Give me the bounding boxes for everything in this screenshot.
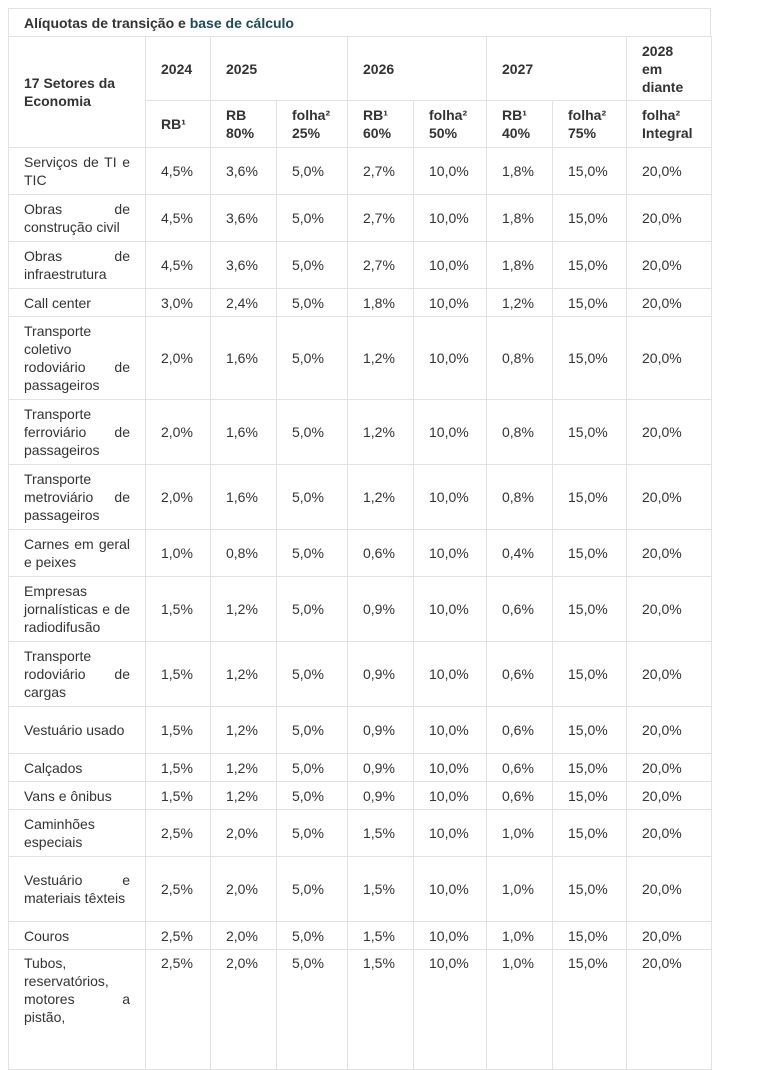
- year-header-2028: 2028 em diante: [627, 37, 712, 101]
- rate-cell: 5,0%: [277, 922, 348, 950]
- rate-cell: 20,0%: [627, 642, 712, 707]
- table-row: [9, 242, 712, 289]
- rate-cell: 1,5%: [348, 922, 414, 950]
- rate-cell: 20,0%: [627, 242, 712, 289]
- rate-cell: 0,6%: [487, 754, 553, 782]
- rate-cell: 0,6%: [487, 642, 553, 707]
- rate-cell: 1,5%: [146, 782, 211, 810]
- sector-name: Transporte coletivo rodoviário de passageiros: [9, 317, 146, 400]
- table-caption: [8, 8, 711, 36]
- sector-name: Transporte rodoviário de cargas: [9, 642, 146, 707]
- sector-name: Couros: [9, 922, 146, 950]
- rate-cell: 5,0%: [277, 642, 348, 707]
- rate-cell: 20,0%: [627, 400, 712, 465]
- rate-cell: 5,0%: [277, 195, 348, 242]
- rate-cell: 0,6%: [348, 530, 414, 577]
- rate-cell: 4,5%: [146, 242, 211, 289]
- rate-cell: 2,0%: [211, 857, 277, 922]
- rate-cell: 10,0%: [414, 289, 487, 317]
- sector-name: Transporte metroviário de passageiros: [9, 465, 146, 530]
- rate-cell: 20,0%: [627, 782, 712, 810]
- rate-cell: 5,0%: [277, 810, 348, 857]
- rate-cell: 1,5%: [348, 950, 414, 1070]
- rate-cell: 1,0%: [146, 530, 211, 577]
- rate-cell: 15,0%: [553, 782, 627, 810]
- rate-cell: 0,6%: [487, 782, 553, 810]
- table-row: [9, 400, 712, 465]
- rate-cell: 15,0%: [553, 242, 627, 289]
- rate-cell: 20,0%: [627, 317, 712, 400]
- sub-header: folha² 25%: [277, 101, 348, 148]
- rate-cell: 1,8%: [487, 195, 553, 242]
- table-row: [9, 754, 712, 782]
- rate-cell: 15,0%: [553, 577, 627, 642]
- rate-cell: 1,6%: [211, 465, 277, 530]
- rate-cell: 1,2%: [211, 707, 277, 754]
- rate-cell: 2,0%: [146, 400, 211, 465]
- sector-name: Caminhões especiais: [9, 810, 146, 857]
- rate-cell: 1,5%: [348, 810, 414, 857]
- rate-cell: 10,0%: [414, 400, 487, 465]
- rate-cell: 0,6%: [487, 707, 553, 754]
- rate-cell: 3,6%: [211, 242, 277, 289]
- rate-cell: 15,0%: [553, 950, 627, 1070]
- sub-header: folha² Integral: [627, 101, 712, 148]
- rate-cell: 1,2%: [348, 317, 414, 400]
- rate-cell: 10,0%: [414, 465, 487, 530]
- rate-cell: 15,0%: [553, 754, 627, 782]
- rate-cell: 3,6%: [211, 148, 277, 195]
- rate-cell: 0,6%: [487, 577, 553, 642]
- table-row: [9, 530, 712, 577]
- rate-cell: 10,0%: [414, 950, 487, 1070]
- rate-cell: 20,0%: [627, 810, 712, 857]
- rate-cell: 5,0%: [277, 400, 348, 465]
- rate-cell: 15,0%: [553, 642, 627, 707]
- rate-cell: 3,0%: [146, 289, 211, 317]
- rate-cell: 4,5%: [146, 195, 211, 242]
- sector-name: Obras de construção civil: [9, 195, 146, 242]
- rate-cell: 10,0%: [414, 642, 487, 707]
- rate-cell: 1,2%: [211, 782, 277, 810]
- table-row: [9, 148, 712, 195]
- rates-document: [8, 8, 711, 1070]
- rate-cell: 1,2%: [348, 400, 414, 465]
- table-row: [9, 642, 712, 707]
- sector-name: Vestuário e materiais têxteis: [9, 857, 146, 922]
- rate-cell: 5,0%: [277, 317, 348, 400]
- rate-cell: 1,8%: [487, 148, 553, 195]
- rate-cell: 1,5%: [348, 857, 414, 922]
- rate-cell: 15,0%: [553, 148, 627, 195]
- rate-cell: 4,5%: [146, 148, 211, 195]
- table-row: [9, 195, 712, 242]
- sector-name: Transporte ferroviário de passageiros: [9, 400, 146, 465]
- table-row: [9, 857, 712, 922]
- rate-cell: 15,0%: [553, 465, 627, 530]
- rate-cell: 2,5%: [146, 922, 211, 950]
- rate-cell: 10,0%: [414, 707, 487, 754]
- rate-cell: 10,0%: [414, 577, 487, 642]
- rate-cell: 1,2%: [487, 289, 553, 317]
- sector-name: Serviços de TI e TIC: [9, 148, 146, 195]
- rate-cell: 20,0%: [627, 465, 712, 530]
- rate-cell: 5,0%: [277, 707, 348, 754]
- rate-cell: 20,0%: [627, 950, 712, 1070]
- rate-cell: 0,9%: [348, 642, 414, 707]
- sector-name: Carnes em geral e peixes: [9, 530, 146, 577]
- rate-cell: 20,0%: [627, 195, 712, 242]
- rate-cell: 5,0%: [277, 950, 348, 1070]
- table-row: [9, 577, 712, 642]
- rate-cell: 1,6%: [211, 317, 277, 400]
- table-row: [9, 782, 712, 810]
- rate-cell: 1,0%: [487, 950, 553, 1070]
- rate-cell: 2,5%: [146, 950, 211, 1070]
- rate-cell: 15,0%: [553, 922, 627, 950]
- rate-cell: 10,0%: [414, 195, 487, 242]
- rate-cell: 20,0%: [627, 148, 712, 195]
- rate-cell: 0,9%: [348, 707, 414, 754]
- rate-cell: 5,0%: [277, 289, 348, 317]
- sub-header: folha² 75%: [553, 101, 627, 148]
- rate-cell: 2,5%: [146, 857, 211, 922]
- rate-cell: 5,0%: [277, 242, 348, 289]
- table-row: [9, 810, 712, 857]
- sub-header: RB¹ 40%: [487, 101, 553, 148]
- year-header-2024: 2024: [146, 37, 211, 101]
- rate-cell: 2,0%: [146, 317, 211, 400]
- rate-cell: 20,0%: [627, 289, 712, 317]
- rate-cell: 10,0%: [414, 754, 487, 782]
- rate-cell: 1,2%: [348, 465, 414, 530]
- rate-cell: 2,7%: [348, 242, 414, 289]
- rate-cell: 10,0%: [414, 317, 487, 400]
- rate-cell: 2,4%: [211, 289, 277, 317]
- rate-cell: 10,0%: [414, 148, 487, 195]
- table-row: [9, 317, 712, 400]
- rate-cell: 1,6%: [211, 400, 277, 465]
- rate-cell: 1,8%: [487, 242, 553, 289]
- rate-cell: 5,0%: [277, 148, 348, 195]
- rate-cell: 20,0%: [627, 857, 712, 922]
- rate-cell: 15,0%: [553, 317, 627, 400]
- rate-cell: 15,0%: [553, 707, 627, 754]
- table-row: [9, 465, 712, 530]
- sector-name: Empresas jornalísticas e de radiodifusão: [9, 577, 146, 642]
- table-row: [9, 707, 712, 754]
- header-row-years: [9, 37, 712, 101]
- rate-cell: 20,0%: [627, 754, 712, 782]
- rate-cell: 0,9%: [348, 754, 414, 782]
- rate-cell: 20,0%: [627, 707, 712, 754]
- year-header-2025: 2025: [211, 37, 348, 101]
- rate-cell: 20,0%: [627, 577, 712, 642]
- caption-highlight: base de cálculo: [189, 15, 294, 31]
- rate-cell: 1,0%: [487, 922, 553, 950]
- rate-cell: 10,0%: [414, 857, 487, 922]
- table-body: [9, 148, 712, 1070]
- sector-name: Call center: [9, 289, 146, 317]
- rates-table: [8, 36, 712, 1070]
- rate-cell: 10,0%: [414, 922, 487, 950]
- sector-name: Vans e ônibus: [9, 782, 146, 810]
- rate-cell: 3,6%: [211, 195, 277, 242]
- rate-cell: 10,0%: [414, 242, 487, 289]
- rate-cell: 2,0%: [211, 950, 277, 1070]
- year-header-2027: 2027: [487, 37, 627, 101]
- sector-column-header: 17 Setores da Economia: [9, 37, 146, 148]
- rate-cell: 15,0%: [553, 400, 627, 465]
- sub-header: RB 80%: [211, 101, 277, 148]
- rate-cell: 1,2%: [211, 642, 277, 707]
- rate-cell: 1,5%: [146, 707, 211, 754]
- rate-cell: 5,0%: [277, 857, 348, 922]
- rate-cell: 15,0%: [553, 195, 627, 242]
- rate-cell: 0,8%: [211, 530, 277, 577]
- rate-cell: 0,4%: [487, 530, 553, 577]
- rate-cell: 5,0%: [277, 754, 348, 782]
- sub-header: RB¹ 60%: [348, 101, 414, 148]
- rate-cell: 1,2%: [211, 754, 277, 782]
- rate-cell: 0,8%: [487, 465, 553, 530]
- sub-header: folha² 50%: [414, 101, 487, 148]
- rate-cell: 5,0%: [277, 465, 348, 530]
- rate-cell: 15,0%: [553, 530, 627, 577]
- rate-cell: 20,0%: [627, 922, 712, 950]
- rate-cell: 1,5%: [146, 642, 211, 707]
- rate-cell: 2,7%: [348, 148, 414, 195]
- rate-cell: 1,5%: [146, 754, 211, 782]
- sector-name: Vestuário usado: [9, 707, 146, 754]
- rate-cell: 5,0%: [277, 782, 348, 810]
- rate-cell: 5,0%: [277, 530, 348, 577]
- rate-cell: 15,0%: [553, 810, 627, 857]
- rate-cell: 1,8%: [348, 289, 414, 317]
- rate-cell: 2,7%: [348, 195, 414, 242]
- year-header-2026: 2026: [348, 37, 487, 101]
- sector-name: Tubos, reservatórios, motores a pistão,: [9, 950, 146, 1070]
- caption-text: Alíquotas de transição e: [24, 15, 190, 31]
- rate-cell: 10,0%: [414, 782, 487, 810]
- rate-cell: 15,0%: [553, 857, 627, 922]
- rate-cell: 5,0%: [277, 577, 348, 642]
- rate-cell: 2,0%: [211, 922, 277, 950]
- rate-cell: 1,5%: [146, 577, 211, 642]
- rate-cell: 2,5%: [146, 810, 211, 857]
- sub-header: RB¹: [146, 101, 211, 148]
- rate-cell: 20,0%: [627, 530, 712, 577]
- rate-cell: 15,0%: [553, 289, 627, 317]
- rate-cell: 0,8%: [487, 317, 553, 400]
- table-row: [9, 922, 712, 950]
- rate-cell: 2,0%: [146, 465, 211, 530]
- sector-name: Calçados: [9, 754, 146, 782]
- rate-cell: 0,9%: [348, 782, 414, 810]
- rate-cell: 0,9%: [348, 577, 414, 642]
- table-row: [9, 950, 712, 1070]
- rate-cell: 2,0%: [211, 810, 277, 857]
- sector-name: Obras de infraestrutura: [9, 242, 146, 289]
- table-header: [9, 37, 712, 148]
- rate-cell: 1,0%: [487, 857, 553, 922]
- rate-cell: 10,0%: [414, 810, 487, 857]
- rate-cell: 1,2%: [211, 577, 277, 642]
- rate-cell: 1,0%: [487, 810, 553, 857]
- rate-cell: 10,0%: [414, 530, 487, 577]
- table-row: [9, 289, 712, 317]
- rate-cell: 0,8%: [487, 400, 553, 465]
